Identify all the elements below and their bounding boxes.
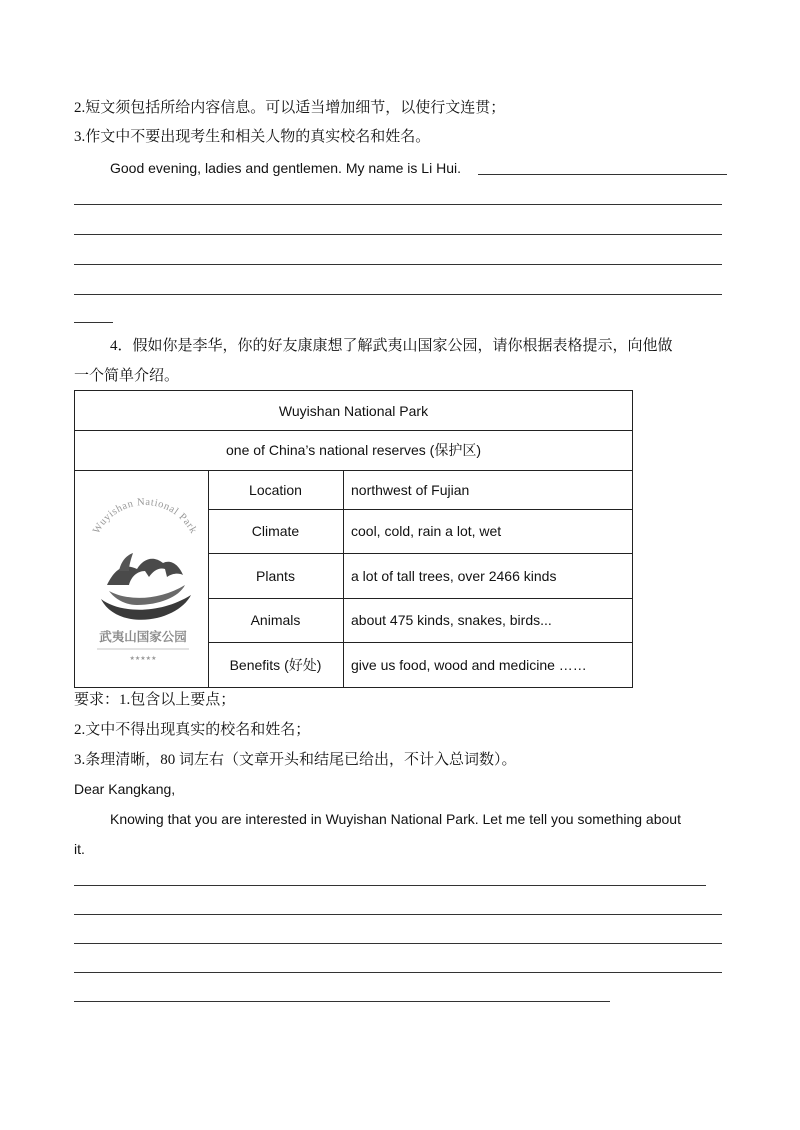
logo-arc-text: Wuyishan National Park: [91, 496, 199, 536]
row-label-location: Location: [249, 481, 302, 498]
row-label-plants: Plants: [256, 567, 295, 584]
answer-line-1b[interactable]: [74, 204, 722, 205]
answer-line-2a[interactable]: [74, 885, 706, 886]
logo-cn-text: 武夷山国家公园: [99, 629, 187, 644]
answer-line-2b[interactable]: [74, 914, 722, 915]
row-value-location: northwest of Fujian: [351, 481, 470, 498]
requirement-line-2: 2.文中不得出现真实的校名和姓名；: [74, 722, 311, 738]
letter-body-line1: Knowing that you are interested in Wuyishan National Park. Let me tell you something about: [110, 811, 681, 827]
row-label-animals: Animals: [250, 612, 301, 628]
question4-prompt-line2: 一个简单介绍。: [74, 368, 180, 384]
answer-line-2d[interactable]: [74, 972, 722, 973]
row-label-climate: Climate: [251, 523, 300, 539]
row-value-animals: about 475 kinds, snakes, birds...: [351, 612, 552, 628]
table-subtitle: one of China’s national reserves (保护区): [226, 442, 481, 458]
answer-line-1c[interactable]: [74, 234, 722, 235]
logo-stars: ★★★★★: [129, 655, 157, 662]
passage1-opening: Good evening, ladies and gentlemen. My name is Li Hui.: [110, 160, 461, 176]
instruction-line-3: 3.作文中不要出现考生和相关人物的真实校名和姓名。: [74, 129, 431, 145]
requirement-line-3: 3.条理清晰，80 词左右（文章开头和结尾已给出，不计入总词数）。: [74, 752, 517, 768]
park-info-table: [74, 390, 633, 688]
wuyishan-park-logo: [79, 473, 207, 683]
answer-line-1d[interactable]: [74, 264, 722, 265]
letter-body-line2: it.: [74, 841, 85, 857]
row-label-benefits: Benefits (好处): [229, 656, 322, 673]
row-value-benefits: give us food, wood and medicine ……: [351, 656, 587, 673]
answer-line-2c[interactable]: [74, 943, 722, 944]
answer-line-1e[interactable]: [74, 294, 722, 295]
instruction-line-2: 2.短文须包括所给内容信息。可以适当增加细节，以使行文连贯；: [74, 100, 506, 116]
row-value-plants: a lot of tall trees, over 2466 kinds: [351, 567, 557, 584]
answer-line-1a[interactable]: [478, 174, 727, 175]
letter-greeting: Dear Kangkang,: [74, 781, 176, 797]
table-title: Wuyishan National Park: [278, 402, 429, 419]
requirement-line-1: 要求：1.包含以上要点；: [74, 692, 236, 708]
svg-text:Wuyishan National Park: [91, 497, 199, 536]
row-value-climate: cool, cold, rain a lot, wet: [351, 523, 502, 539]
answer-line-2e[interactable]: [74, 1001, 610, 1002]
question4-prompt-line1: 4．假如你是李华，你的好友康康想了解武夷山国家公园，请你根据表格提示，向他做: [110, 338, 673, 354]
answer-line-1f[interactable]: [74, 322, 113, 323]
